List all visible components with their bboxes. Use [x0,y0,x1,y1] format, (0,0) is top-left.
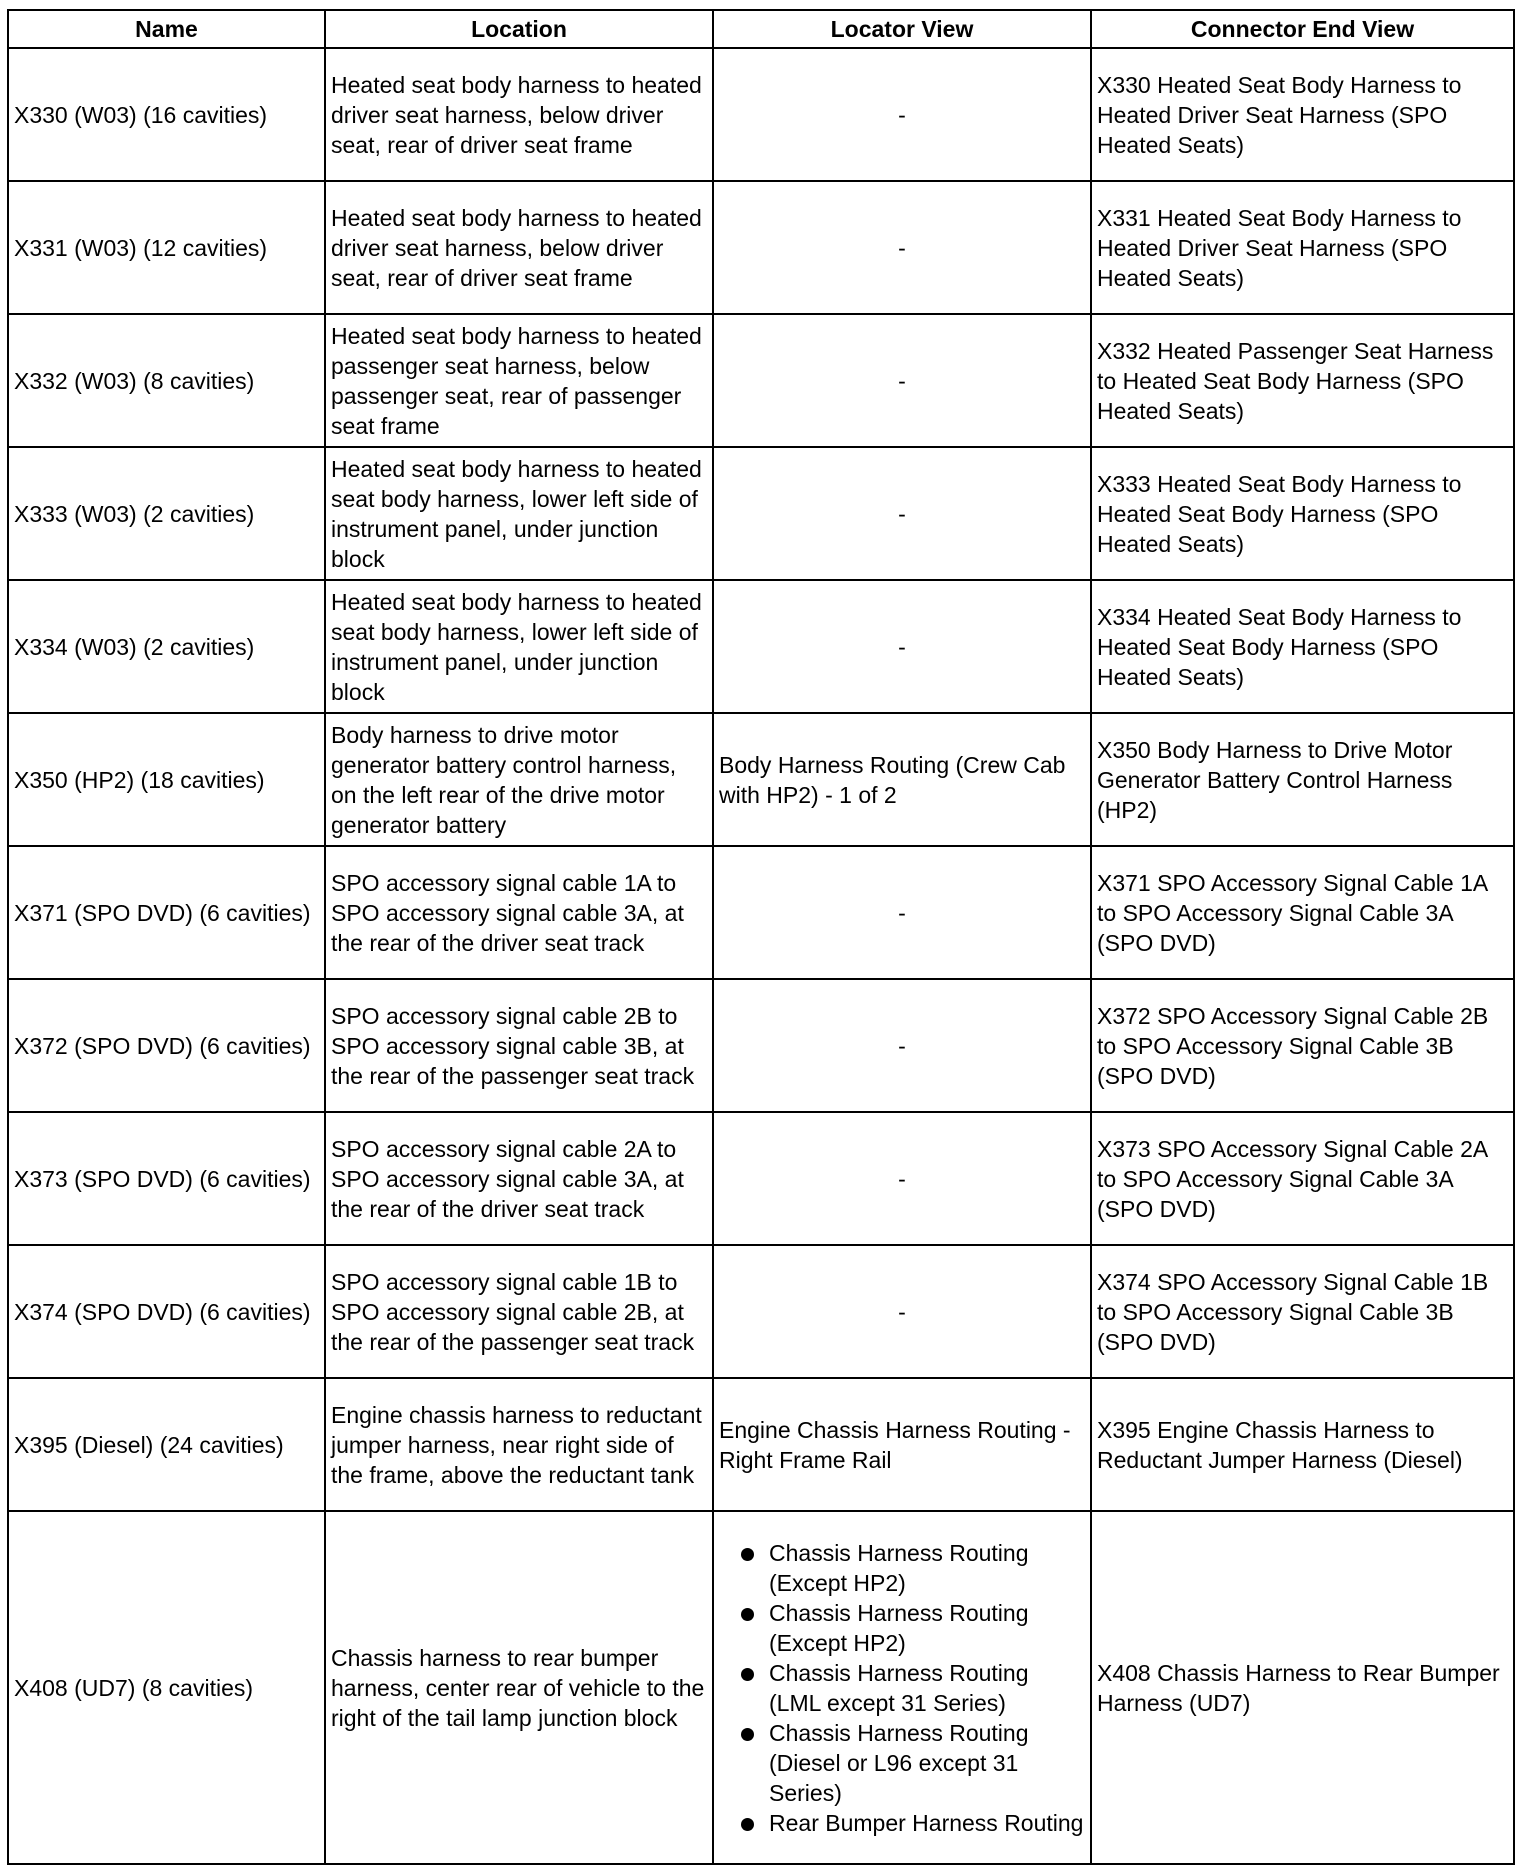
header-name: Name [8,10,325,48]
cell-name: X333 (W03) (2 cavities) [8,447,325,580]
cell-locator-view: - [713,48,1091,181]
locator-view-list-item: Rear Bumper Harness Routing [719,1808,1085,1838]
cell-connector-end-view: X374 SPO Accessory Signal Cable 1B to SPO Accessory Signal Cable 3B (SPO DVD) [1091,1245,1514,1378]
cell-location: SPO accessory signal cable 2B to SPO accessory signal cable 3B, at the rear of the passenger seat track [325,979,713,1112]
cell-locator-view: - [713,181,1091,314]
cell-name: X332 (W03) (8 cavities) [8,314,325,447]
cell-location: SPO accessory signal cable 1B to SPO accessory signal cable 2B, at the rear of the passenger seat track [325,1245,713,1378]
cell-name: X408 (UD7) (8 cavities) [8,1511,325,1864]
cell-connector-end-view: X408 Chassis Harness to Rear Bumper Harness (UD7) [1091,1511,1514,1864]
cell-connector-end-view: X372 SPO Accessory Signal Cable 2B to SPO Accessory Signal Cable 3B (SPO DVD) [1091,979,1514,1112]
cell-connector-end-view: X350 Body Harness to Drive Motor Generator Battery Control Harness (HP2) [1091,713,1514,846]
cell-locator-view: - [713,580,1091,713]
cell-location: Heated seat body harness to heated seat body harness, lower left side of instrument panel, under junction block [325,447,713,580]
table-row [8,48,1514,181]
cell-locator-view: - [713,846,1091,979]
cell-locator-view: - [713,1112,1091,1245]
cell-location: Chassis harness to rear bumper harness, center rear of vehicle to the right of the tail lamp junction block [325,1511,713,1864]
cell-name: X371 (SPO DVD) (6 cavities) [8,846,325,979]
table-row [8,979,1514,1112]
table-row [8,580,1514,713]
cell-connector-end-view: X330 Heated Seat Body Harness to Heated Driver Seat Harness (SPO Heated Seats) [1091,48,1514,181]
cell-location: SPO accessory signal cable 1A to SPO accessory signal cable 3A, at the rear of the driver seat track [325,846,713,979]
cell-location: Heated seat body harness to heated passenger seat harness, below passenger seat, rear of passenger seat frame [325,314,713,447]
cell-locator-view: - [713,447,1091,580]
cell-locator-view [713,1511,1091,1864]
table-row [8,181,1514,314]
cell-name: X395 (Diesel) (24 cavities) [8,1378,325,1511]
cell-name: X330 (W03) (16 cavities) [8,48,325,181]
header-location: Location [325,10,713,48]
cell-connector-end-view: X334 Heated Seat Body Harness to Heated Seat Body Harness (SPO Heated Seats) [1091,580,1514,713]
cell-name: X334 (W03) (2 cavities) [8,580,325,713]
table-row [8,1245,1514,1378]
cell-connector-end-view: X331 Heated Seat Body Harness to Heated Driver Seat Harness (SPO Heated Seats) [1091,181,1514,314]
cell-connector-end-view: X373 SPO Accessory Signal Cable 2A to SPO Accessory Signal Cable 3A (SPO DVD) [1091,1112,1514,1245]
cell-name: X372 (SPO DVD) (6 cavities) [8,979,325,1112]
cell-locator-view: - [713,979,1091,1112]
cell-connector-end-view: X395 Engine Chassis Harness to Reductant Jumper Harness (Diesel) [1091,1378,1514,1511]
table-row [8,1112,1514,1245]
table-row [8,314,1514,447]
cell-locator-view: Engine Chassis Harness Routing - Right Frame Rail [713,1378,1091,1511]
header-row [8,10,1514,48]
cell-location: Heated seat body harness to heated driver seat harness, below driver seat, rear of driver seat frame [325,181,713,314]
locator-view-list-item: Chassis Harness Routing (Except HP2) [719,1538,1085,1598]
table-row [8,1378,1514,1511]
cell-location: SPO accessory signal cable 2A to SPO accessory signal cable 3A, at the rear of the driver seat track [325,1112,713,1245]
cell-location: Engine chassis harness to reductant jumper harness, near right side of the frame, above the reductant tank [325,1378,713,1511]
table-row [8,846,1514,979]
locator-view-list-item: Chassis Harness Routing (Diesel or L96 except 31 Series) [719,1718,1085,1808]
cell-location: Body harness to drive motor generator battery control harness, on the left rear of the drive motor generator battery [325,713,713,846]
cell-name: X373 (SPO DVD) (6 cavities) [8,1112,325,1245]
cell-connector-end-view: X371 SPO Accessory Signal Cable 1A to SPO Accessory Signal Cable 3A (SPO DVD) [1091,846,1514,979]
table-row [8,1511,1514,1864]
locator-view-list-item: Chassis Harness Routing (Except HP2) [719,1598,1085,1658]
cell-name: X374 (SPO DVD) (6 cavities) [8,1245,325,1378]
cell-location: Heated seat body harness to heated seat body harness, lower left side of instrument panel, under junction block [325,580,713,713]
header-connector-end-view: Connector End View [1091,10,1514,48]
header-locator-view: Locator View [713,10,1091,48]
cell-name: X331 (W03) (12 cavities) [8,181,325,314]
cell-locator-view: - [713,1245,1091,1378]
cell-locator-view: - [713,314,1091,447]
cell-connector-end-view: X332 Heated Passenger Seat Harness to Heated Seat Body Harness (SPO Heated Seats) [1091,314,1514,447]
locator-view-list [719,1538,1085,1838]
table-row [8,447,1514,580]
connector-table [7,9,1515,1865]
cell-location: Heated seat body harness to heated driver seat harness, below driver seat, rear of driver seat frame [325,48,713,181]
table-row [8,713,1514,846]
cell-locator-view: Body Harness Routing (Crew Cab with HP2) - 1 of 2 [713,713,1091,846]
locator-view-list-item: Chassis Harness Routing (LML except 31 Series) [719,1658,1085,1718]
cell-name: X350 (HP2) (18 cavities) [8,713,325,846]
cell-connector-end-view: X333 Heated Seat Body Harness to Heated Seat Body Harness (SPO Heated Seats) [1091,447,1514,580]
